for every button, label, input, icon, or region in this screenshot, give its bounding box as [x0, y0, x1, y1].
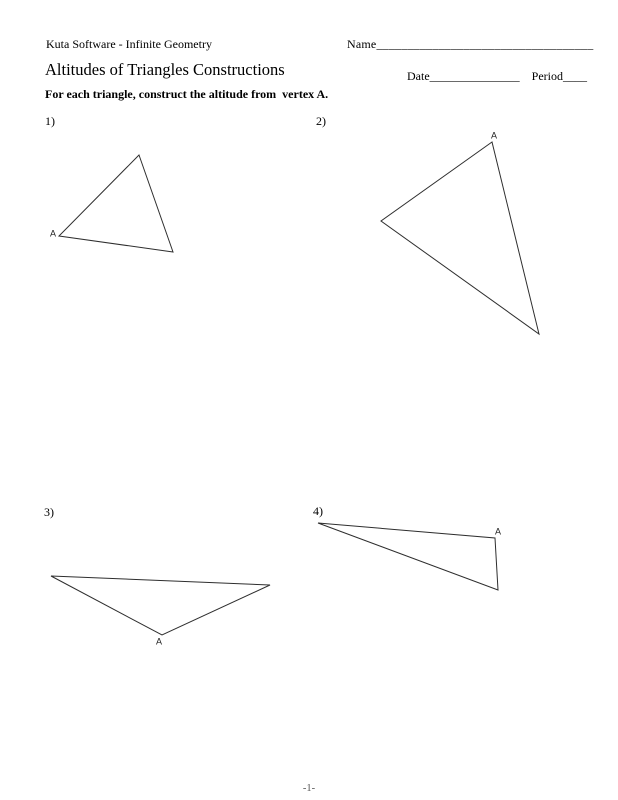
problem-3-number: 3): [44, 505, 54, 519]
problem-1-number: 1): [45, 114, 55, 128]
triangle-4-vertex-a-label: A: [494, 526, 502, 537]
triangle-3: [51, 576, 270, 635]
brand-text: Kuta Software - Infinite Geometry: [46, 37, 212, 51]
problem-2-number: 2): [316, 114, 326, 128]
name-blank: Name___________________________________: [347, 37, 594, 51]
triangle-3-vertex-a-label: A: [155, 636, 163, 647]
date-blank: Date_______________: [407, 69, 520, 83]
triangle-1-vertex-a-label: A: [49, 228, 57, 239]
instruction-text: For each triangle, construct the altitude from vertex A.: [45, 87, 329, 101]
triangle-4: [318, 523, 498, 590]
page-number-footer: -1-: [302, 783, 316, 794]
triangle-2-vertex-a-label: A: [490, 130, 498, 141]
period-blank: Period____: [531, 69, 587, 83]
problem-4-number: 4): [313, 504, 323, 518]
triangle-1: [59, 155, 173, 252]
triangle-2: [381, 142, 539, 334]
page-title: Altitudes of Triangles Constructions: [45, 60, 285, 79]
